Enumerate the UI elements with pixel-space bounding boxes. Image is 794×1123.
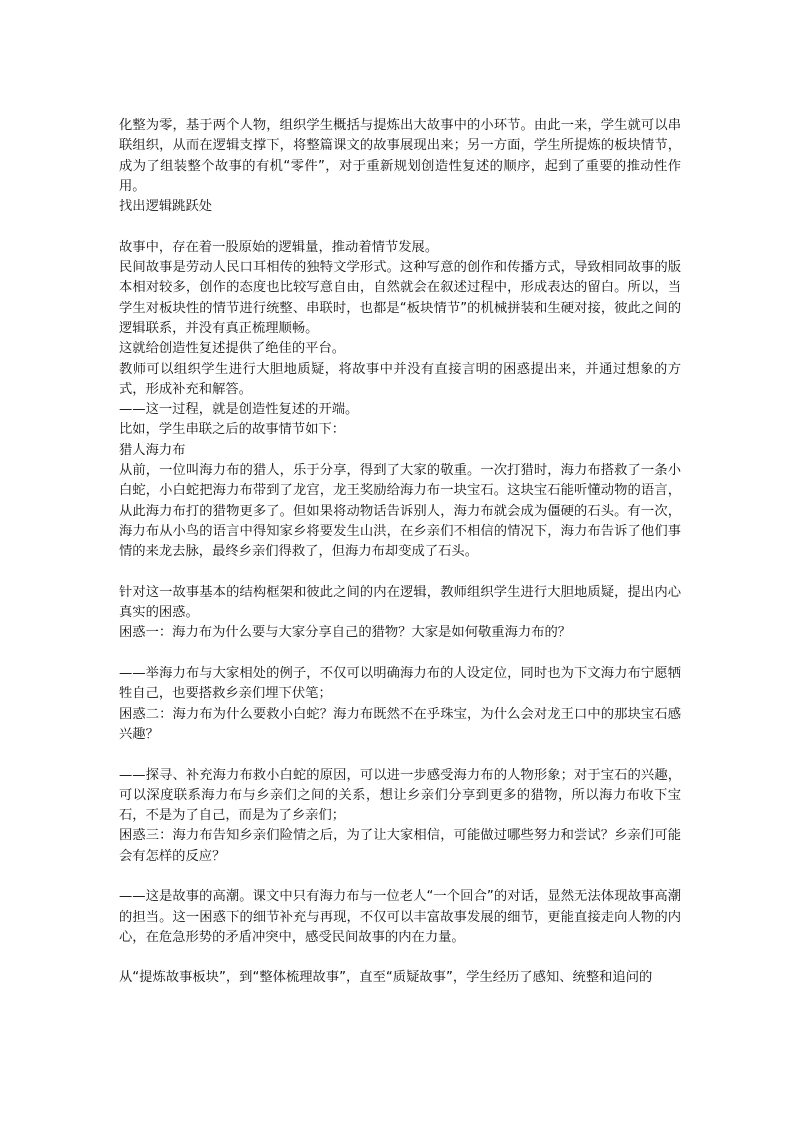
section-heading-logic-gap: 找出逻辑跳跃处 (119, 199, 213, 215)
blank-line (119, 644, 681, 664)
answer-one: ——举海力布与大家相处的例子，不仅可以明确海力布的人设定位，同时也为下文海力布宁愿牺牲自己，也要搭救乡亲们埋下伏笔； (119, 666, 681, 702)
paragraph-intro: 化整为零，基于两个人物，组织学生概括与提炼出大故事中的小环节。由此一来，学生就可以串联组织，从而在逻辑支撑下，将整篇课文的故事展现出来；另一方面，学生所提炼的板块情节，成为了组装整个故事的有机“零件”，对于重新规划创造性复述的顺序，起到了重要的推动性作用。 (119, 118, 681, 194)
blank-line (119, 948, 681, 968)
blank-line (119, 745, 681, 765)
paragraph-platform: 这就给创造性复述提供了绝佳的平台。 (119, 341, 346, 357)
question-one: 困惑一：海力布为什么要与大家分享自己的猎物？大家是如何敬重海力布的？ (119, 625, 572, 641)
paragraph-folk-story: 民间故事是劳动人民口耳相传的独特文学形式。这种写意的创作和传播方式，导致相同故事的版本相对较多，创作的态度也比较写意自由，自然就会在叙述过程中，形成表达的留白。所以，当学生对板块性的情节进行统整、串联时，也都是“板块情节”的机械拼装和生硬对接，彼此之间的逻辑联系，并没有真正梳理顺畅。 (119, 260, 681, 336)
paragraph-questioning: 针对这一故事基本的结构框架和彼此之间的内在逻辑，教师组织学生进行大胆地质疑，提出内心真实的困惑。 (119, 584, 681, 621)
answer-two: ——探寻、补充海力布救小白蛇的原因，可以进一步感受海力布的人物形象；对于宝石的兴趣，可以深度联系海力布与乡亲们之间的关系，想让乡亲们分享到更多的猎物，所以海力布收下宝石，不是为了自己，而是为了乡亲们； (119, 767, 681, 824)
story-title: 猎人海力布 (119, 442, 186, 458)
paragraph-example-intro: 比如，学生串联之后的故事情节如下： (119, 422, 346, 438)
blank-line (119, 217, 681, 237)
document-body (119, 116, 681, 989)
paragraph-conclusion: 从“提炼故事板块”，到“整体梳理故事”，直至“质疑故事”，学生经历了感知、统整和追问的 (119, 970, 653, 986)
blank-line (119, 867, 681, 887)
question-two: 困惑二：海力布为什么要救小白蛇？海力布既然不在乎珠宝，为什么会对龙王口中的那块宝石感兴趣？ (119, 706, 681, 742)
story-body: 从前，一位叫海力布的猎人，乐于分享，得到了大家的敬重。一次打猎时，海力布搭救了一条小白蛇，小白蛇把海力布带到了龙宫，龙王奖励给海力布一块宝石。这块宝石能听懂动物的语言，从此海力布打的猎物更多了。但如果将动物话告诉别人，海力布就会成为僵硬的石头。有一次，海力布从小鸟的语言中得知家乡将要发生山洪，在乡亲们不相信的情况下，海力布告诉了他们事情的来龙去脉，最终乡亲们得救了，但海力布却变成了石头。 (119, 463, 681, 560)
blank-line (119, 563, 681, 583)
answer-three: ——这是故事的高潮。课文中只有海力布与一位老人“一个回合”的对话，显然无法体现故事高潮的担当。这一困惑下的细节补充与再现，不仅可以丰富故事发展的细节，更能直接走向人物的内心，在危急形势的矛盾冲突中，感受民间故事的内在力量。 (119, 889, 681, 945)
paragraph-teacher-question: 教师可以组织学生进行大胆地质疑，将故事中并没有直接言明的困惑提出来，并通过想象的方式，形成补充和解答。 (119, 361, 681, 397)
paragraph-beginning: ——这一过程，就是创造性复述的开端。 (119, 402, 359, 418)
question-three: 困惑三：海力布告知乡亲们险情之后，为了让大家相信，可能做过哪些努力和尝试？乡亲们可能会有怎样的反应？ (119, 828, 681, 864)
paragraph-logic-force: 故事中，存在着一股原始的逻辑量，推动着情节发展。 (119, 239, 439, 255)
